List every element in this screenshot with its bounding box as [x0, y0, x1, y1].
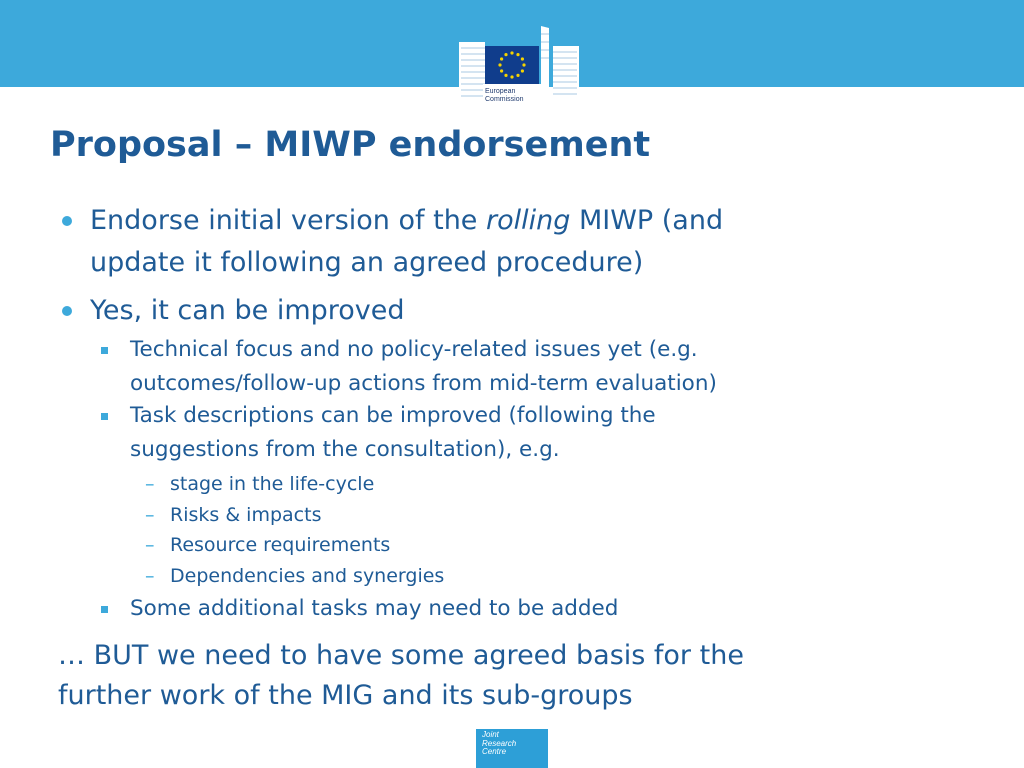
- ec-logo-label-line2: Commission: [485, 96, 524, 103]
- sub-task-line2: suggestions from the consultation), e.g.: [130, 437, 560, 462]
- sub-task-line1: Task descriptions can be improved (following the: [130, 403, 656, 428]
- dash-item-resources: Resource requirements: [170, 534, 391, 556]
- dash-item-stage: stage in the life-cycle: [170, 473, 375, 495]
- dash-bullet: –: [145, 504, 155, 526]
- ec-logo-label-line1: European: [485, 88, 516, 95]
- sub-additional-tasks: Some additional tasks may need to be added: [130, 596, 619, 621]
- sub-technical-line2: outcomes/follow-up actions from mid-term evaluation): [130, 371, 717, 396]
- bullet-dot: [62, 216, 72, 226]
- dash-item-risks: Risks & impacts: [170, 504, 322, 526]
- sub-technical-line1: Technical focus and no policy-related issues yet (e.g.: [130, 337, 698, 362]
- bullet-endorse-line2: update it following an agreed procedure): [90, 247, 644, 278]
- jrc-logo-line2: Research: [482, 738, 517, 748]
- dash-bullet: –: [145, 565, 155, 587]
- bullet-endorse-pre: Endorse initial version of the: [90, 205, 486, 236]
- dash-bullet: –: [145, 473, 155, 495]
- bullet-improved: Yes, it can be improved: [90, 295, 405, 326]
- jrc-logo-text: [482, 731, 516, 757]
- jrc-logo-line3: Centre: [482, 747, 507, 756]
- dash-item-dependencies: Dependencies and synergies: [170, 565, 445, 587]
- bullet-square: [101, 347, 108, 354]
- jrc-logo-line1: Joint: [482, 730, 499, 739]
- bullet-endorse-emphasis: rolling: [486, 205, 571, 236]
- bullet-dot: [62, 306, 72, 316]
- bullet-endorse-post: MIWP (and: [570, 205, 724, 236]
- conclusion-line1: … BUT we need to have some agreed basis for the: [58, 640, 744, 671]
- bullet-endorse: [90, 200, 723, 242]
- slide-title: Proposal – MIWP endorsement: [50, 125, 651, 165]
- bullet-square: [101, 606, 108, 613]
- bullet-square: [101, 413, 108, 420]
- dash-bullet: –: [145, 534, 155, 556]
- conclusion-line2: further work of the MIG and its sub-groups: [58, 680, 633, 711]
